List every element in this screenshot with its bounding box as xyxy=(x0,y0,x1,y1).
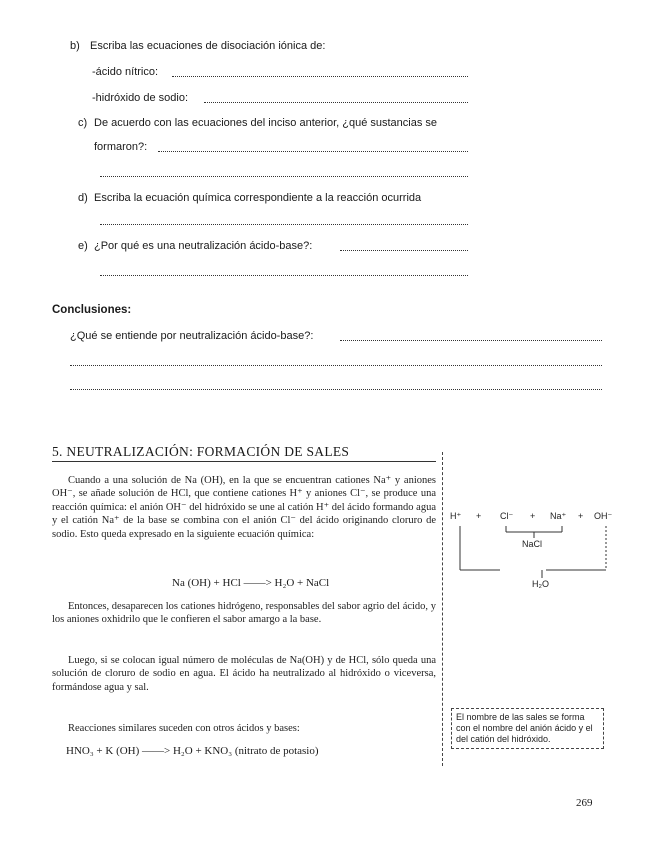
question-c-text2: formaron?: xyxy=(94,141,148,153)
answer-line-conclusion3[interactable] xyxy=(70,389,602,390)
diagram-h-ion: H⁺ xyxy=(450,511,462,521)
answer-line-c2[interactable] xyxy=(100,176,468,177)
diagram-na-ion: Na⁺ xyxy=(550,511,567,521)
section-title: 5. NEUTRALIZACIÓN: FORMACIÓN DE SALES xyxy=(52,444,350,459)
answer-line-c1[interactable] xyxy=(158,151,468,152)
section-paragraph-4: Reacciones similares suceden con otros ácidos y bases: xyxy=(68,723,300,734)
page-number: 269 xyxy=(576,797,593,809)
answer-line-b1[interactable] xyxy=(172,76,468,77)
question-e-label: e) xyxy=(78,240,88,252)
diagram-plus-2: + xyxy=(530,511,536,521)
equation-2: HNO₃ + K (OH) ——> H₂O + KNO₃ (nitrato de potasio) xyxy=(66,745,319,757)
diagram-nacl-label: NaCl xyxy=(522,539,543,549)
question-c-label: c) xyxy=(78,117,88,129)
answer-line-b2[interactable] xyxy=(204,102,468,103)
equation-1: Na (OH) + HCl ——> H₂O + NaCl xyxy=(172,577,330,589)
answer-line-conclusion1[interactable] xyxy=(340,340,602,341)
answer-line-e1[interactable] xyxy=(340,250,468,251)
question-b-text: Escriba las ecuaciones de disociación iónica de: xyxy=(90,40,326,52)
answer-line-conclusion2[interactable] xyxy=(70,365,602,366)
sidebar-divider xyxy=(442,452,443,766)
section-title-underline xyxy=(52,461,436,462)
diagram-water-label: H₂O xyxy=(532,579,549,589)
question-b-label: b) xyxy=(70,40,80,52)
question-d-label: d) xyxy=(78,192,88,204)
diagram-plus-3: + xyxy=(578,511,584,521)
section-paragraph-2: Entonces, desaparecen los cationes hidrógeno, responsables del sabor agrio del ácido, y los aniones oxhidrilo que le confieren el sabor amargo a la base. xyxy=(52,601,436,626)
answer-line-e2[interactable] xyxy=(100,275,468,276)
conclusions-question: ¿Qué se entiende por neutralización ácido-base?: xyxy=(70,330,314,342)
question-d-text: Escriba la ecuación química correspondiente a la reacción ocurrida xyxy=(94,192,422,204)
answer-line-d1[interactable] xyxy=(100,224,468,225)
question-c-text: De acuerdo con las ecuaciones del inciso anterior, ¿qué sustancias se xyxy=(94,117,438,129)
section-paragraph-1: Cuando a una solución de Na (OH), en la que se encuentran cationes Na⁺ y aniones OH⁻, se añade solución de HCl, que contiene cationes H⁺ y aniones Cl⁻, se produce una reacción química: el anión OH⁻ del hidróxido se une al catión H⁺ del ácido formando agua y el catión Na⁺ de la base se combina con el anión Cl⁻ del ácido originando cloruro de sodio. Esto queda expresado en la siguiente ecuación química: xyxy=(52,475,436,540)
question-b-sub2: -hidróxido de sodio: xyxy=(92,92,189,104)
question-b-sub1: -ácido nítrico: xyxy=(92,66,159,78)
side-note: El nombre de las sales se forma con el nombre del anión ácido y el del catión del hidróxido. xyxy=(451,708,604,749)
diagram-cl-ion: Cl⁻ xyxy=(500,511,514,521)
conclusions-title: Conclusiones: xyxy=(52,304,132,316)
diagram-connector-lines xyxy=(446,520,612,580)
section-paragraph-3: Luego, si se colocan igual número de moléculas de Na(OH) y de HCl, sólo queda una solución de cloruro de sodio en agua. El ácido ha neutralizado al hidróxido o viceversa, formándose agua y sal. xyxy=(52,655,436,693)
diagram-oh-ion: OH⁻ xyxy=(594,511,613,521)
question-e-text: ¿Por qué es una neutralización ácido-base?: xyxy=(94,240,313,252)
diagram-plus-1: + xyxy=(476,511,482,521)
